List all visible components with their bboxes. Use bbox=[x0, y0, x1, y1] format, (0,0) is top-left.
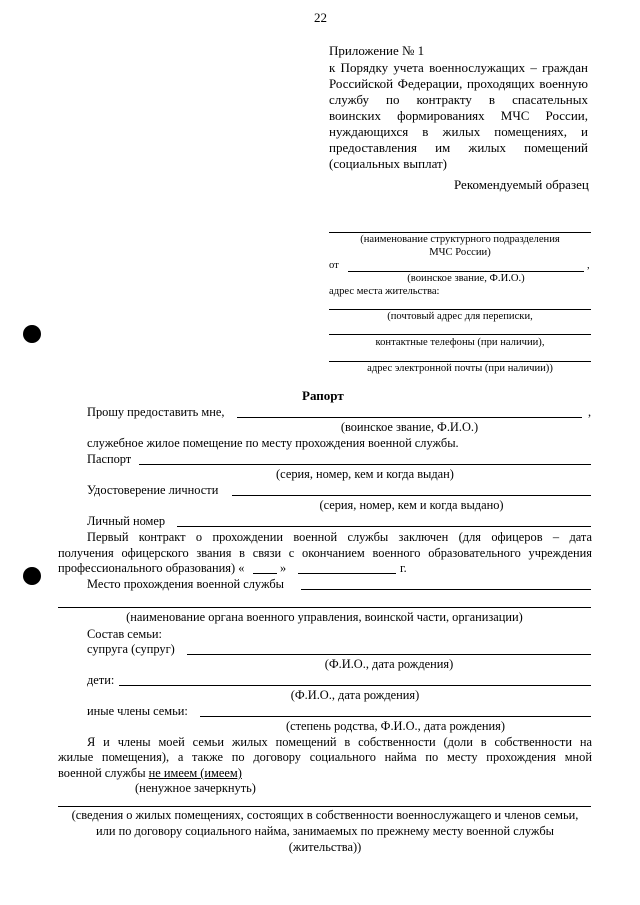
service-place-label: Место прохождения военной службы bbox=[87, 577, 284, 591]
unit-caption-2: МЧС России) bbox=[429, 247, 491, 258]
punch-hole bbox=[23, 567, 41, 585]
report-title: Рапорт bbox=[302, 388, 344, 403]
contract-line-1: Первый контракт о прохождении военной службы заключен (для офицеров – дата bbox=[87, 530, 592, 544]
children-label: дети: bbox=[87, 673, 115, 687]
appendix-line: службу по контракту в спасательных bbox=[329, 92, 588, 107]
ownership-line-1: Я и члены моей семьи жилых помещений в собственности (доли в собственности на bbox=[87, 735, 592, 749]
unit-caption-1: (наименование структурного подразделения bbox=[360, 234, 560, 245]
contract-line-3a: профессионального образования) « bbox=[58, 561, 245, 575]
contract-day-line[interactable] bbox=[253, 573, 277, 574]
children-caption: (Ф.И.О., дата рождения) bbox=[290, 688, 420, 702]
postal-line[interactable] bbox=[329, 334, 591, 335]
request-comma: , bbox=[588, 405, 592, 419]
family-label: Состав семьи: bbox=[87, 627, 162, 641]
rank-caption: (воинское звание, Ф.И.О.) bbox=[407, 273, 525, 284]
email-caption: адрес электронной почты (при наличии)) bbox=[367, 363, 553, 374]
id-caption: (серия, номер, кем и когда выдано) bbox=[319, 498, 504, 512]
contract-month-line[interactable] bbox=[298, 573, 396, 574]
residence-line[interactable] bbox=[329, 309, 591, 310]
appendix-line: нуждающихся в жилых помещениях, и bbox=[329, 124, 588, 139]
request-caption: (воинское звание, Ф.И.О.) bbox=[340, 420, 479, 434]
passport-label: Паспорт bbox=[87, 452, 132, 466]
from-comma: , bbox=[587, 260, 590, 271]
contract-line-3b: » bbox=[280, 561, 287, 575]
passport-caption: (серия, номер, кем и когда выдан) bbox=[276, 467, 454, 481]
appendix-title: Приложение № 1 bbox=[329, 43, 425, 58]
sample-label: Рекомендуемый образец bbox=[454, 177, 589, 192]
ownership-line-2: жилые помещения), а также по договору социального найма по месту прохождения мной bbox=[58, 750, 592, 764]
strike-note: (ненужное зачеркнуть) bbox=[135, 781, 256, 795]
phones-line[interactable] bbox=[329, 361, 591, 362]
spouse-label: супруга (супруг) bbox=[87, 642, 175, 656]
others-caption: (степень родства, Ф.И.О., дата рождения) bbox=[285, 719, 506, 733]
housing-text: служебное жилое помещение по месту прохождения военной службы. bbox=[87, 436, 459, 450]
request-label: Прошу предоставить мне, bbox=[87, 405, 225, 419]
id-label: Удостоверение личности bbox=[87, 483, 219, 497]
page-number: 22 bbox=[314, 10, 327, 25]
spouse-caption: (Ф.И.О., дата рождения) bbox=[324, 657, 454, 671]
request-line[interactable] bbox=[237, 417, 582, 418]
others-line[interactable] bbox=[200, 716, 591, 717]
personal-number-line[interactable] bbox=[177, 526, 591, 527]
info-caption-3: (жительства)) bbox=[288, 840, 362, 854]
unit-name-line[interactable] bbox=[329, 232, 591, 233]
from-label: от bbox=[329, 260, 339, 271]
appendix-line: к Порядку учета военнослужащих – граждан bbox=[329, 60, 588, 75]
housing-info-line[interactable] bbox=[58, 806, 591, 807]
service-place-line-1[interactable] bbox=[301, 589, 591, 590]
others-label: иные члены семьи: bbox=[87, 704, 188, 718]
appendix-block bbox=[329, 43, 588, 172]
appendix-line: (социальных выплат) bbox=[329, 156, 448, 171]
appendix-line: Российской Федерации, проходящих военную bbox=[329, 76, 588, 91]
phones-caption: контактные телефоны (при наличии), bbox=[375, 337, 545, 348]
postal-caption: (почтовый адрес для переписки, bbox=[387, 311, 533, 322]
service-place-line-2[interactable] bbox=[58, 607, 591, 608]
service-place-caption: (наименование органа военного управления, воинской части, организации) bbox=[126, 610, 523, 624]
punch-hole bbox=[23, 325, 41, 343]
personal-number-label: Личный номер bbox=[87, 514, 166, 528]
children-line[interactable] bbox=[119, 685, 591, 686]
passport-line[interactable] bbox=[139, 464, 591, 465]
appendix-line: воинских формированиях МЧС России, bbox=[329, 108, 588, 123]
info-caption-2: или по договору социального найма, занимаемых по прежнему месту военной службы bbox=[96, 824, 554, 838]
contract-line-2: получения офицерского звания в связи с окончанием военного образовательного учреждения bbox=[58, 546, 592, 560]
ownership-choice: не имеем (имеем) bbox=[148, 766, 242, 780]
contract-year-suffix: г. bbox=[400, 561, 407, 575]
id-line[interactable] bbox=[232, 495, 591, 496]
appendix-line: предоставления им жилых помещений bbox=[329, 140, 588, 155]
info-caption-1: (сведения о жилых помещениях, состоящих в собственности военнослужащего и членов семьи, bbox=[71, 808, 579, 822]
ownership-service-text: военной службы bbox=[58, 766, 146, 780]
spouse-line[interactable] bbox=[187, 654, 591, 655]
ownership-line-3 bbox=[58, 766, 242, 781]
residence-label: адрес места жительства: bbox=[329, 286, 440, 297]
from-line[interactable] bbox=[348, 271, 584, 272]
